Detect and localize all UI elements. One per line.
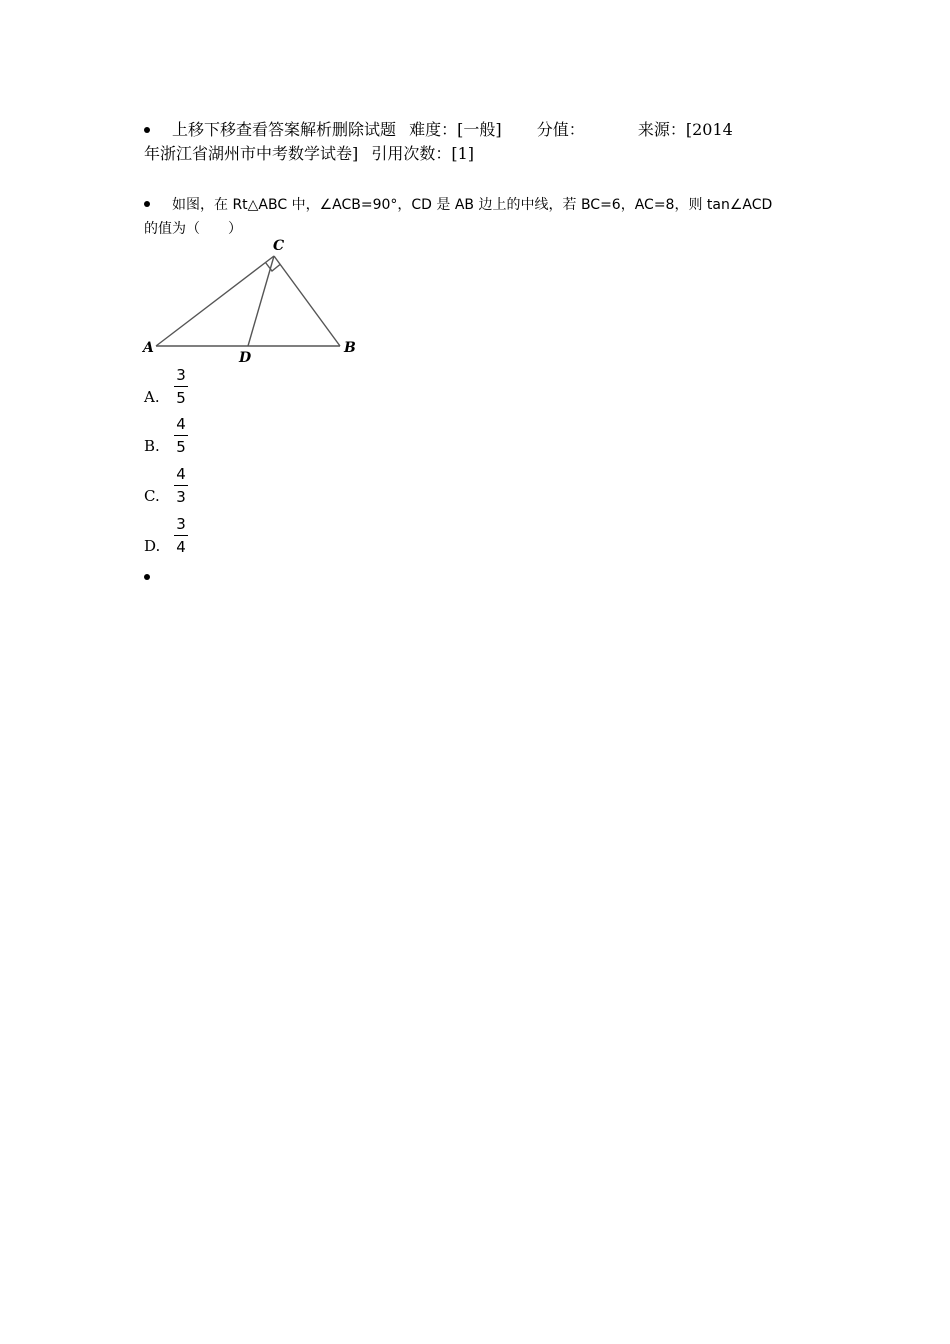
right-angle-mark — [266, 263, 281, 272]
fraction — [174, 366, 188, 408]
label-a: A — [143, 340, 154, 356]
citations-label: 引用次数： — [371, 144, 452, 163]
citations-value: [1] — [451, 144, 475, 163]
fraction-denominator: 5 — [176, 438, 186, 456]
option-letter: B. — [144, 437, 160, 455]
fraction-numerator: 4 — [176, 415, 186, 433]
list-bullet-meta — [144, 127, 150, 133]
score-label: 分值： — [536, 120, 585, 139]
fraction-numerator: 3 — [176, 366, 186, 384]
source-value-part2: 年浙江省湖州市中考数学试卷] — [144, 144, 359, 163]
option-b[interactable] — [144, 415, 344, 461]
fraction-bar — [174, 386, 188, 387]
segment-ac — [156, 256, 274, 346]
option-letter: A. — [144, 388, 160, 406]
option-a[interactable] — [144, 366, 344, 412]
fraction-denominator: 4 — [176, 538, 186, 556]
fraction-numerator: 4 — [176, 465, 186, 483]
fraction-denominator: 5 — [176, 389, 186, 407]
option-d[interactable] — [144, 515, 344, 561]
list-bullet-question — [144, 201, 150, 207]
fraction — [174, 465, 188, 507]
list-bullet-empty — [144, 574, 150, 580]
fraction-bar — [174, 485, 188, 486]
fraction — [174, 515, 188, 557]
label-b: B — [344, 340, 356, 356]
option-c[interactable] — [144, 465, 344, 511]
question-actions[interactable]: 上移下移查看答案解析删除试题 — [172, 120, 397, 139]
fraction — [174, 415, 188, 457]
source-label: 来源： — [637, 120, 686, 139]
difficulty-value: [一般] — [457, 120, 502, 139]
fraction-denominator: 3 — [176, 488, 186, 506]
difficulty-label: 难度： — [409, 120, 458, 139]
fraction-bar — [174, 535, 188, 536]
label-d: D — [239, 350, 252, 366]
label-c: C — [273, 238, 285, 254]
question-meta-line — [172, 118, 812, 142]
question-text-line1: 如图，在 Rt△ABC 中，∠ACB=90°，CD 是 AB 边上的中线，若 BC=6，AC=8，则 tan∠ACD — [172, 197, 773, 213]
segment-bc — [274, 256, 340, 346]
source-value-part1: [2014 — [685, 120, 733, 139]
option-letter: C. — [144, 487, 160, 505]
fraction-numerator: 3 — [176, 515, 186, 533]
question-meta-line-2 — [144, 142, 474, 166]
triangle-figure — [140, 236, 366, 366]
question-text-line2: 的值为（ ） — [144, 221, 242, 237]
fraction-bar — [174, 435, 188, 436]
option-letter: D. — [144, 537, 161, 555]
